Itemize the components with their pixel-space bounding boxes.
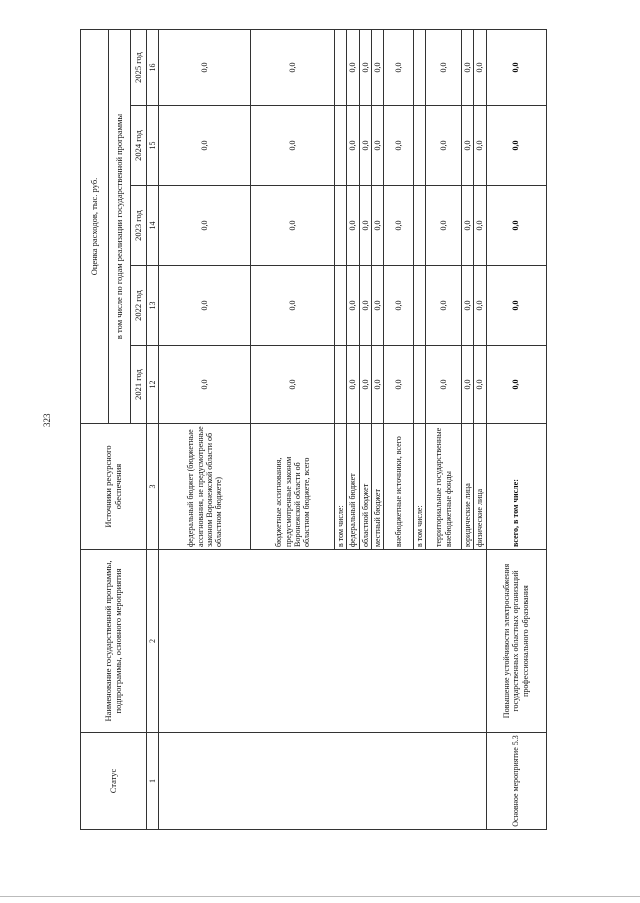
value-cell: 0,0 — [371, 106, 383, 186]
column-number: 13 — [147, 266, 159, 346]
table-row — [159, 29, 251, 829]
value-cell: 0,0 — [371, 29, 383, 105]
source-cell: территориальные государственные внебюджетные фонды — [426, 424, 462, 550]
value-cell: 0,0 — [426, 346, 462, 424]
value-cell: 0,0 — [347, 29, 359, 105]
value-cell: 0,0 — [159, 186, 251, 266]
rotated-table-frame — [80, 30, 625, 830]
value-cell: 0,0 — [486, 266, 546, 346]
column-number: 3 — [147, 424, 159, 550]
value-cell: 0,0 — [159, 266, 251, 346]
value-cell: 0,0 — [347, 346, 359, 424]
value-cell: 0,0 — [474, 186, 486, 266]
value-cell: 0,0 — [474, 346, 486, 424]
value-cell: 0,0 — [359, 29, 371, 105]
status-cell-empty — [159, 733, 486, 830]
value-cell: 0,0 — [159, 29, 251, 105]
value-cell: 0,0 — [486, 29, 546, 105]
column-number: 1 — [147, 733, 159, 830]
value-cell — [335, 106, 347, 186]
value-cell: 0,0 — [462, 346, 474, 424]
value-cell: 0,0 — [462, 186, 474, 266]
source-cell: в том числе: — [413, 424, 425, 550]
value-cell: 0,0 — [347, 186, 359, 266]
source-cell: федеральный бюджет — [347, 424, 359, 550]
value-cell: 0,0 — [426, 186, 462, 266]
value-cell — [413, 29, 425, 105]
value-cell: 0,0 — [347, 266, 359, 346]
source-cell: бюджетные ассигнования, предусмотренные законом Воронежской области об областном бюджете, всего — [251, 424, 335, 550]
value-cell: 0,0 — [251, 106, 335, 186]
value-cell: 0,0 — [159, 106, 251, 186]
value-cell — [335, 346, 347, 424]
value-cell: 0,0 — [359, 106, 371, 186]
value-cell: 0,0 — [347, 106, 359, 186]
value-cell: 0,0 — [474, 106, 486, 186]
column-number: 16 — [147, 29, 159, 105]
value-cell: 0,0 — [426, 29, 462, 105]
source-cell: областной бюджет — [359, 424, 371, 550]
value-cell — [413, 186, 425, 266]
value-cell: 0,0 — [371, 266, 383, 346]
column-number-row — [147, 29, 159, 829]
header-year-2025: 2025 год — [131, 29, 147, 105]
source-cell: федеральный бюджет (бюджетные ассигнования, не предусмотренные законом Воронежской области об областном бюджете) — [159, 424, 251, 550]
header-name: Наименование государственной программы, подпрограммы, основного мероприятия — [81, 550, 147, 733]
page-number: 323 — [42, 413, 52, 427]
header-year-2024: 2024 год — [131, 106, 147, 186]
source-cell: местный бюджет — [371, 424, 383, 550]
value-cell: 0,0 — [462, 106, 474, 186]
header-source: Источники ресурсного обеспечения — [81, 424, 147, 550]
value-cell: 0,0 — [359, 346, 371, 424]
value-cell: 0,0 — [383, 346, 413, 424]
value-cell: 0,0 — [251, 29, 335, 105]
main-activity-name: Повышение устойчивости электроснабжения государственных областных организаций профессионального образования — [486, 550, 546, 733]
value-cell: 0,0 — [251, 186, 335, 266]
header-year-2022: 2022 год — [131, 266, 147, 346]
source-cell: юридические лица — [462, 424, 474, 550]
value-cell: 0,0 — [371, 346, 383, 424]
header-year-2021: 2021 год — [131, 346, 147, 424]
value-cell: 0,0 — [359, 266, 371, 346]
expenditure-table — [80, 29, 547, 830]
value-cell: 0,0 — [486, 106, 546, 186]
name-cell-empty — [159, 550, 486, 733]
value-cell: 0,0 — [383, 106, 413, 186]
source-cell: в том числе: — [335, 424, 347, 550]
main-activity-status: Основное мероприятие 5.3 — [486, 733, 546, 830]
value-cell — [413, 346, 425, 424]
column-number: 15 — [147, 106, 159, 186]
value-cell — [335, 29, 347, 105]
value-cell: 0,0 — [486, 346, 546, 424]
value-cell: 0,0 — [383, 266, 413, 346]
value-cell: 0,0 — [462, 29, 474, 105]
header-estimate: Оценка расходов, тыс. руб. — [81, 29, 109, 423]
value-cell: 0,0 — [426, 266, 462, 346]
column-number: 12 — [147, 346, 159, 424]
header-by-years: в том числе по годам реализации государственной программы — [109, 29, 131, 423]
value-cell: 0,0 — [251, 346, 335, 424]
page-bottom-divider — [0, 896, 640, 897]
column-number: 14 — [147, 186, 159, 266]
value-cell: 0,0 — [371, 186, 383, 266]
value-cell: 0,0 — [474, 266, 486, 346]
value-cell — [413, 106, 425, 186]
value-cell — [413, 266, 425, 346]
value-cell: 0,0 — [383, 29, 413, 105]
column-number: 2 — [147, 550, 159, 733]
value-cell: 0,0 — [474, 29, 486, 105]
value-cell: 0,0 — [383, 186, 413, 266]
value-cell — [335, 186, 347, 266]
value-cell: 0,0 — [359, 186, 371, 266]
main-activity-source: всего, в том числе: — [486, 424, 546, 550]
value-cell — [335, 266, 347, 346]
main-activity-row — [486, 29, 546, 829]
value-cell: 0,0 — [251, 266, 335, 346]
header-status: Статус — [81, 733, 147, 830]
header-year-2023: 2023 год — [131, 186, 147, 266]
value-cell: 0,0 — [462, 266, 474, 346]
source-cell: внебюджетные источники, всего — [383, 424, 413, 550]
value-cell: 0,0 — [486, 186, 546, 266]
source-cell: физические лица — [474, 424, 486, 550]
value-cell: 0,0 — [426, 106, 462, 186]
value-cell: 0,0 — [159, 346, 251, 424]
